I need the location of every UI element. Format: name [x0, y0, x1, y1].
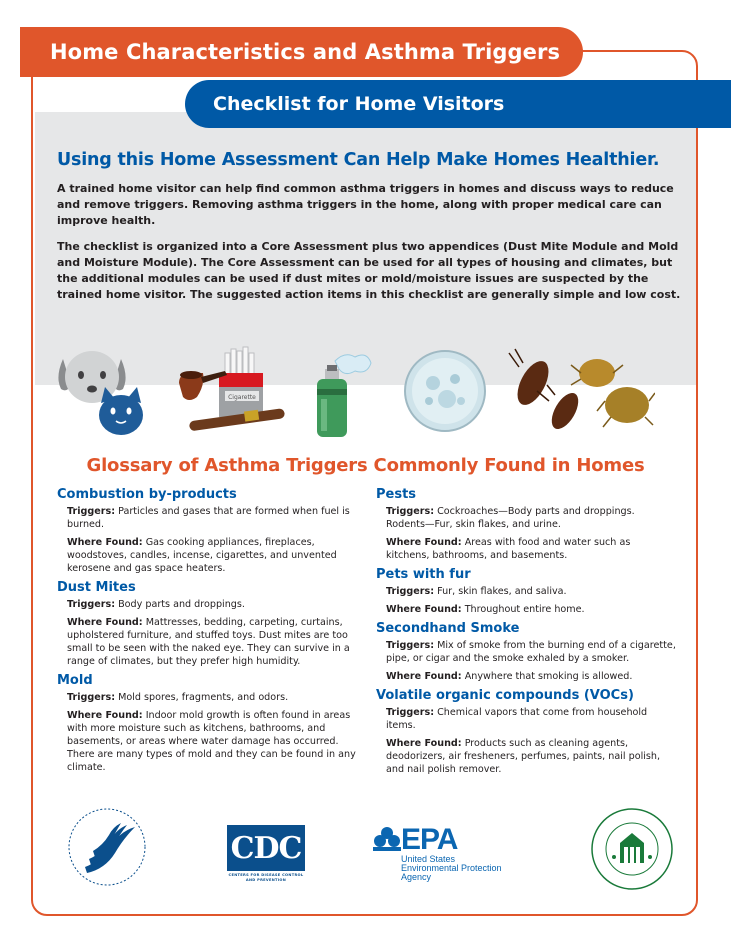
- page-title: Home Characteristics and Asthma Triggers: [20, 27, 583, 77]
- cigarette-pack-label: Cigarette: [228, 394, 256, 401]
- triggers-label: Triggers:: [67, 506, 116, 517]
- agency-logos: [55, 805, 675, 905]
- term-smoke-where: [386, 670, 676, 683]
- term-pests-where: [386, 536, 676, 562]
- where-text: Products such as cleaning agents, deodorizers, air fresheners, perfumes, paints, nail polish, and nail polish remover.: [386, 738, 661, 775]
- hhs-seal-icon: [65, 805, 149, 889]
- term-combustion-where: [67, 536, 362, 575]
- term-vocs-title: Volatile organic compounds (VOCs): [376, 688, 634, 703]
- term-dust-mites-triggers: [67, 598, 362, 611]
- term-vocs-triggers: [386, 706, 676, 732]
- glossary-left-column: [57, 487, 362, 779]
- epa-wordmark: EPA: [401, 823, 458, 856]
- term-mold-where: [67, 709, 362, 774]
- triggers-text: Mix of smoke from the burning end of a cigarette, pipe, or cigar and the smoke exhaled by a smoker.: [386, 640, 676, 664]
- triggers-text: Cockroaches—Body parts and droppings. Rodents—Fur, skin flakes, and urine.: [386, 506, 635, 530]
- triggers-text: Body parts and droppings.: [118, 599, 245, 610]
- term-dust-mites-title: Dust Mites: [57, 580, 136, 595]
- term-smoke-title: Secondhand Smoke: [376, 621, 520, 636]
- intro-section: [57, 150, 682, 313]
- where-label: Where Found:: [67, 617, 143, 628]
- triggers-label: Triggers:: [386, 707, 435, 718]
- where-text: Gas cooking appliances, fireplaces, woodstoves, candles, incense, cigarettes, and unvented kerosene and gas space heaters.: [67, 537, 337, 574]
- epa-subtitle: [401, 855, 502, 882]
- term-pets-triggers: [386, 585, 676, 598]
- intro-paragraph-2: The checklist is organized into a Core Assessment plus two appendices (Dust Mite Module and Mold and Moisture Module). The Core Assessment can be used for all types of housing and climates, but the additional modules can be used if dust mites or mold/moisture issues are suspected by the trained home visitor. The suggested action items in this checklist are generally simple and low cost.: [57, 240, 681, 301]
- term-pets-title: Pets with fur: [376, 567, 471, 582]
- term-mold-title: Mold: [57, 673, 93, 688]
- epa-line-2: Environmental Protection: [401, 863, 502, 873]
- triggers-text: Chemical vapors that come from household items.: [386, 707, 648, 731]
- cdc-logo: [227, 825, 305, 883]
- aerosol-spray-icon: [305, 347, 375, 439]
- where-label: Where Found:: [386, 604, 462, 615]
- glossary-title: Glossary of Asthma Triggers Commonly Found in Homes: [86, 455, 645, 476]
- hud-seal-icon: [590, 807, 674, 891]
- triggers-label: Triggers:: [67, 599, 116, 610]
- term-dust-mites-where: [67, 616, 362, 668]
- term-pets-where: [386, 603, 676, 616]
- triggers-text: Particles and gases that are formed when fuel is burned.: [67, 506, 350, 530]
- where-text: Anywhere that smoking is allowed.: [464, 671, 633, 682]
- glossary-right-column: [376, 487, 676, 781]
- intro-paragraph-1: A trained home visitor can help find common asthma triggers in homes and discuss ways to reduce and remove triggers. Removing asthma triggers in the home, along with proper medical care can improve health.: [57, 182, 674, 227]
- epa-flower-icon: [373, 825, 401, 853]
- where-label: Where Found:: [67, 537, 143, 548]
- trigger-illustrations: [55, 345, 655, 445]
- epa-line-1: United States: [401, 854, 456, 864]
- where-label: Where Found:: [386, 537, 462, 548]
- pets-icon: [55, 347, 147, 439]
- tobacco-icon: [175, 345, 295, 437]
- triggers-label: Triggers:: [386, 640, 435, 651]
- hhs-logo: [65, 805, 149, 889]
- triggers-label: Triggers:: [386, 586, 435, 597]
- term-pests-triggers: [386, 505, 676, 531]
- where-label: Where Found:: [386, 738, 462, 749]
- page-subtitle: Checklist for Home Visitors: [185, 80, 731, 128]
- term-smoke-triggers: [386, 639, 676, 665]
- cdc-wordmark: CDC: [227, 825, 305, 871]
- where-label: Where Found:: [386, 671, 462, 682]
- cdc-subtitle: CENTERS FOR DISEASE CONTROL AND PREVENTION: [228, 873, 304, 882]
- epa-logo: [373, 823, 533, 893]
- triggers-label: Triggers:: [386, 506, 435, 517]
- where-text: Areas with food and water such as kitchens, bathrooms, and basements.: [386, 537, 631, 561]
- where-text: Mattresses, bedding, carpeting, curtains, upholstered furniture, and stuffed toys. Dust mites are too small to be seen with the naked eye. They can survive in a range of climates, but they prefer high humidity.: [67, 617, 350, 667]
- hud-logo: [590, 807, 674, 891]
- triggers-label: Triggers:: [67, 692, 116, 703]
- intro-heading: Using this Home Assessment Can Help Make Homes Healthier.: [57, 150, 660, 170]
- term-mold-triggers: [67, 691, 362, 704]
- epa-line-3: Agency: [401, 872, 432, 882]
- where-text: Indoor mold growth is often found in areas with more moisture such as kitchens, bathrooms, and basements, or areas where water damage has occurred. There are many types of mold and they can be found in any climate.: [67, 710, 356, 773]
- pests-icon: [505, 345, 655, 445]
- term-vocs-where: [386, 737, 676, 776]
- where-label: Where Found:: [67, 710, 143, 721]
- where-text: Throughout entire home.: [464, 604, 585, 615]
- term-pests-title: Pests: [376, 487, 417, 502]
- mold-petri-dish-icon: [403, 349, 487, 433]
- triggers-text: Fur, skin flakes, and saliva.: [437, 586, 567, 597]
- term-combustion-title: Combustion by-products: [57, 487, 237, 502]
- triggers-text: Mold spores, fragments, and odors.: [118, 692, 289, 703]
- term-combustion-triggers: [67, 505, 362, 531]
